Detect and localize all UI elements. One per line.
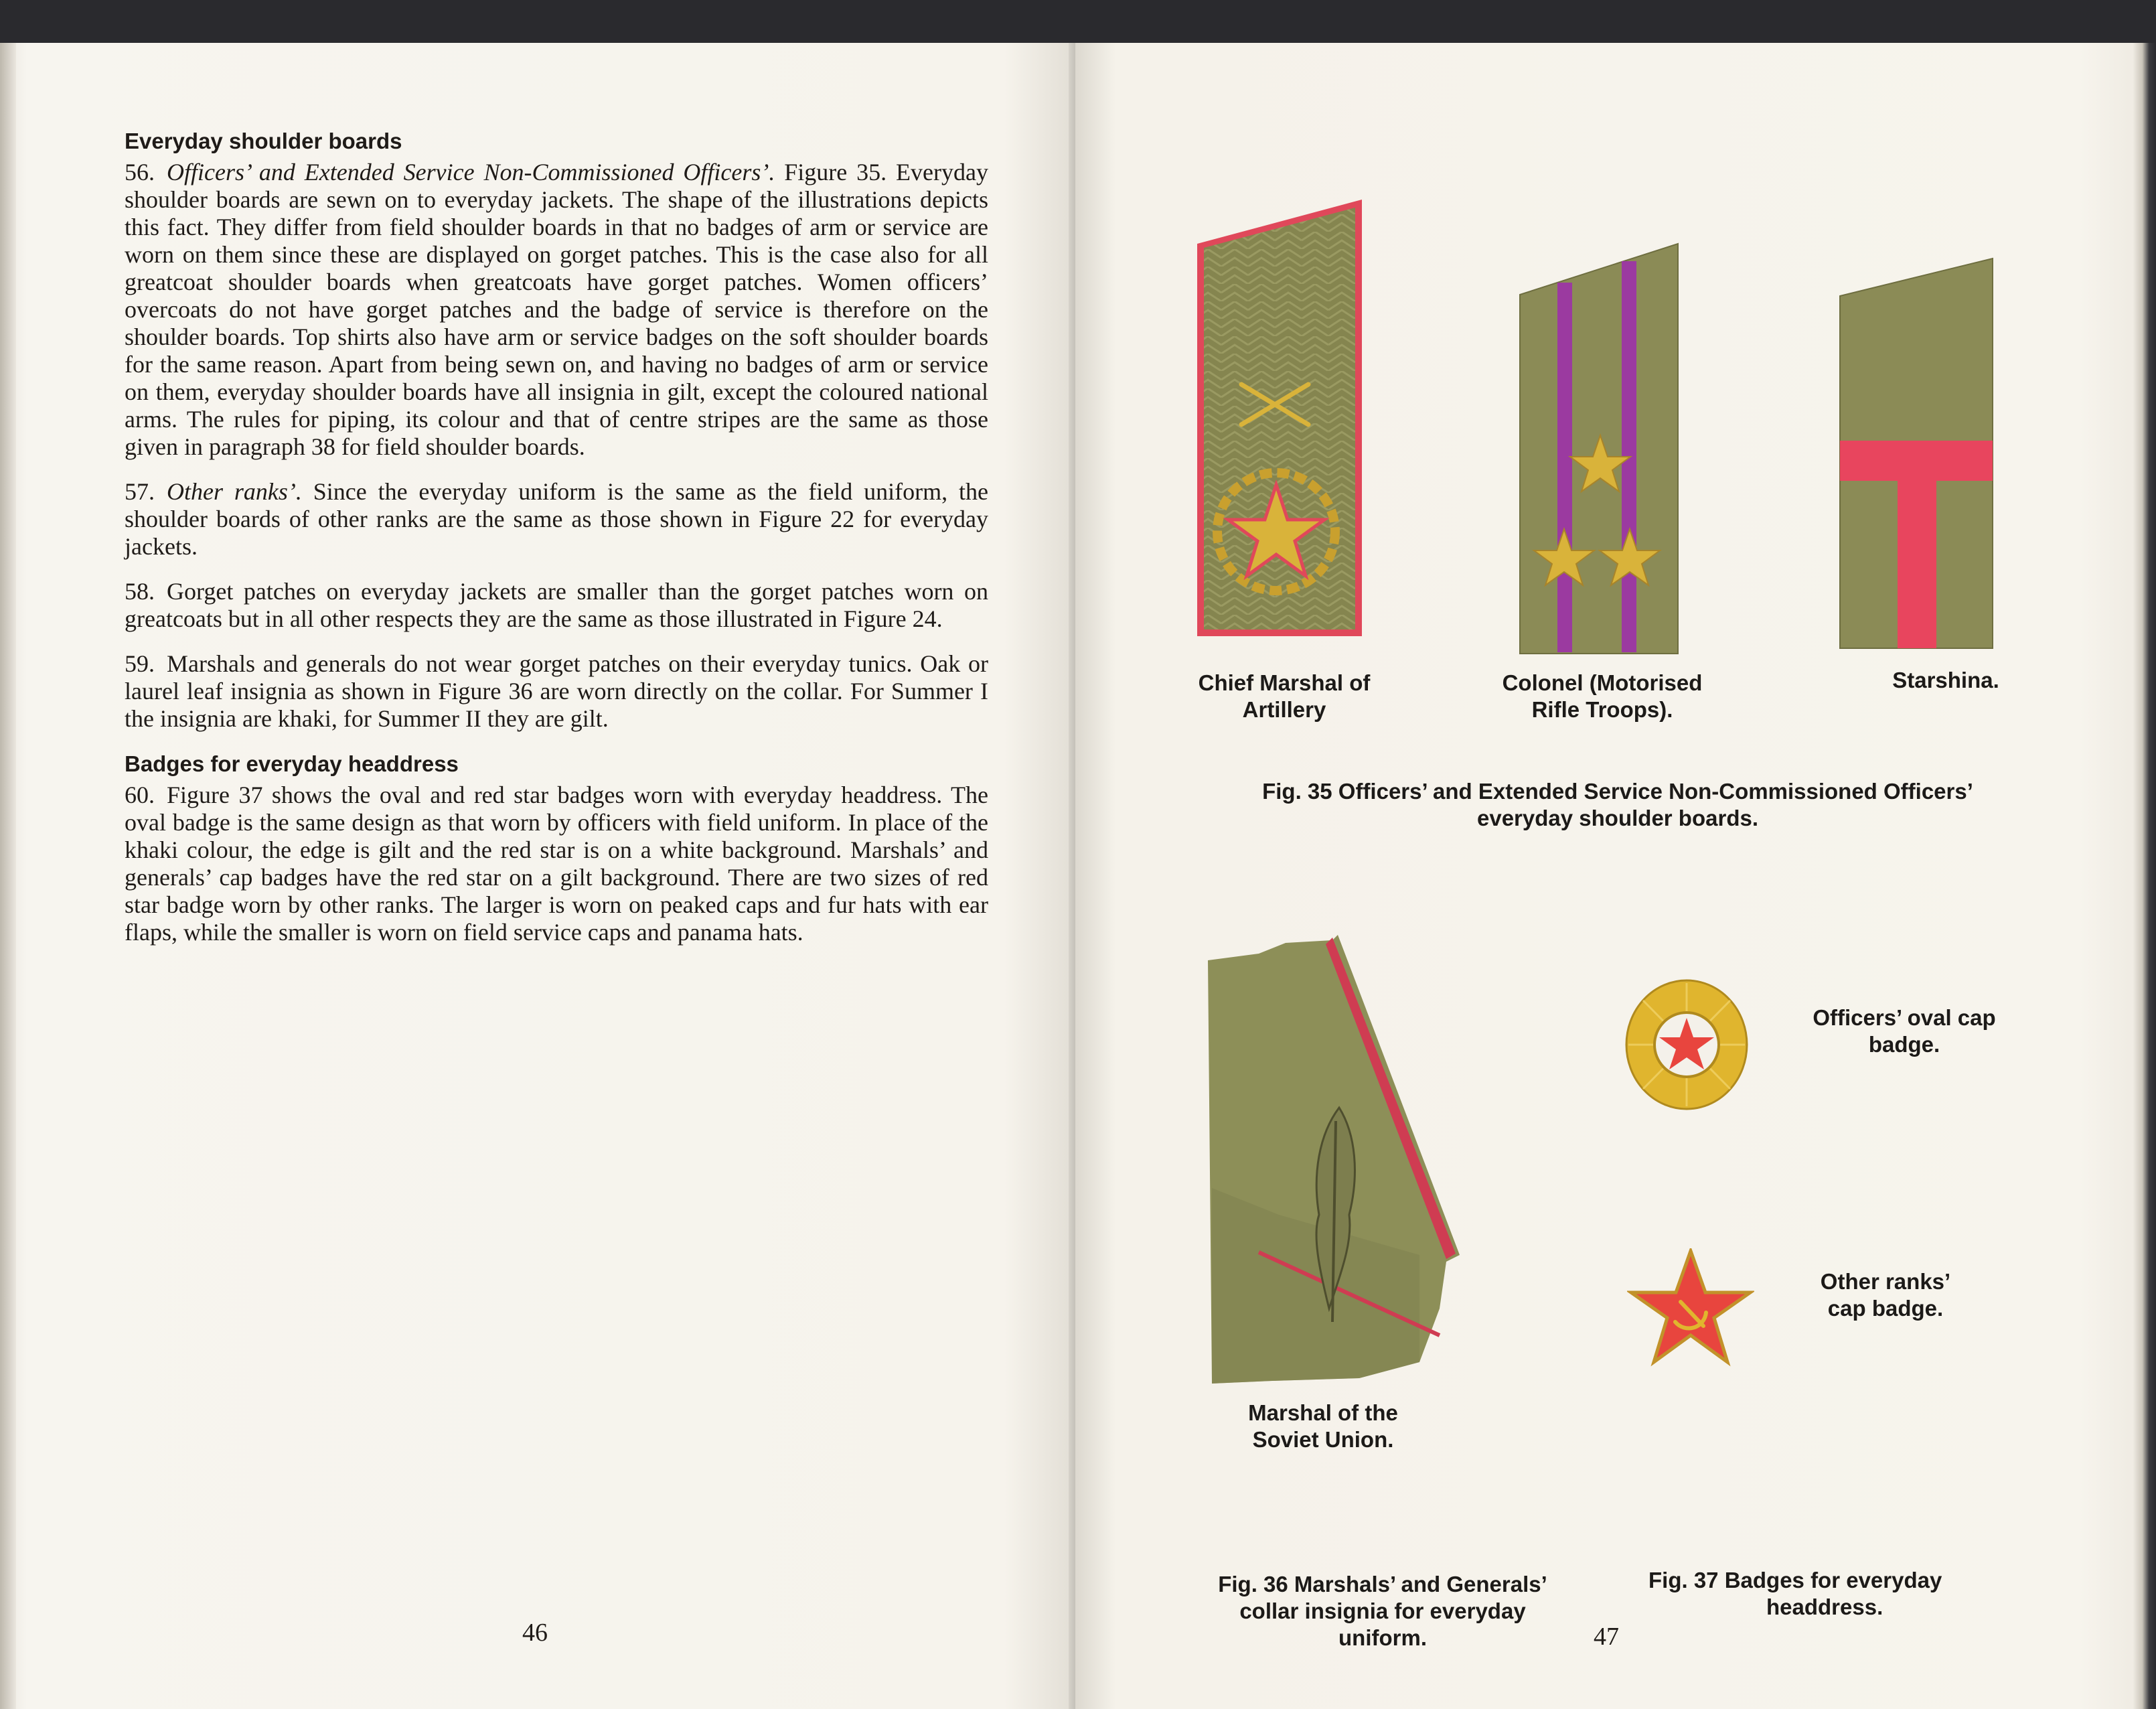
board2-caption (1458, 670, 1746, 723)
paragraph-59-text: Marshals and generals do not wear gorget patches on their everyday tunics. Oak or laurel leaf insignia as shown in Figure 36 are worn directly on the collar. For Summer I the insignia are khaki, for Summer II they are gilt. (125, 650, 988, 732)
caption-line: Artillery (1242, 697, 1326, 722)
caption-line: headdress. (1766, 1594, 1883, 1619)
caption-line: uniform. (1338, 1625, 1427, 1650)
paragraph-56-text: Figure 35. Everyday shoulder boards are sewn on to everyday jackets. The shape of the illustrations depicts this fact. They differ from field shoulder boards in that no badges of arm or service are worn on them since these are displayed on gorget patches. This is the case also for all greatcoat shoulder boards when greatcoats have gorget patches. Women officers’ overcoats do not have gorget patches and the badge of service is therefore on the shoulder boards. Top shirts also have arm or service badges on the soft shoulder boards for the same reason. Apart from being sewn on, and having no badges of arm or service on them, everyday shoulder boards have all insignia in gilt, except the coloured national arms. The rules for piping, its colour and that of centre stripes are the same as those given in paragraph 38 for field shoulder boards. (125, 159, 988, 460)
other-ranks-star-badge (1627, 1248, 1754, 1369)
star-badge-caption (1772, 1268, 1999, 1322)
board3-caption: Starshina. (1892, 668, 1999, 692)
board1-caption (1164, 670, 1405, 723)
paragraph-57-title: Other ranks’. (167, 478, 302, 505)
collar-insignia-marshal (1199, 934, 1480, 1389)
paragraph-number: 56. (125, 159, 155, 185)
collar-caption (1209, 1400, 1437, 1453)
figure-37-caption (1648, 1567, 2023, 1621)
paragraph-number: 58. (125, 578, 155, 605)
caption-line: Fig. 37 Badges for everyday (1648, 1568, 1942, 1592)
figure-36-caption (1178, 1571, 1587, 1651)
page-number-left: 46 (522, 1619, 548, 1647)
paragraph-number: 57. (125, 478, 155, 505)
page-number-right: 47 (1594, 1623, 1619, 1651)
figure-35-caption (1169, 778, 2066, 832)
paragraph-57 (125, 478, 988, 561)
left-text-column (125, 127, 988, 964)
paragraph-57-text: Since the everyday uniform is the same as the field uniform, the shoulder boards of other ranks are the same as those shown in Figure 22 for everyday jackets. (125, 478, 988, 560)
heading-everyday-shoulder-boards: Everyday shoulder boards (125, 129, 402, 153)
shoulder-board-starshina (1837, 256, 1998, 651)
paragraph-60 (125, 782, 988, 946)
caption-line: Marshal of the (1248, 1400, 1398, 1425)
paragraph-58 (125, 578, 988, 633)
paragraph-number: 60. (125, 782, 155, 808)
caption-line: Other ranks’ (1820, 1269, 1951, 1294)
right-page (1075, 43, 2156, 1709)
heading-badges-everyday-headdress: Badges for everyday headdress (125, 751, 459, 776)
shoulder-board-colonel-motorised-rifle (1517, 241, 1685, 656)
caption-line: Fig. 35 Officers’ and Extended Service Non-Commissioned Officers’ (1262, 779, 1973, 804)
caption-line: collar insignia for everyday (1239, 1599, 1526, 1623)
caption-line: Fig. 36 Marshals’ and Generals’ (1218, 1572, 1547, 1596)
paragraph-56 (125, 159, 988, 461)
paragraph-58-text: Gorget patches on everyday jackets are smaller than the gorget patches worn on greatcoats but in all other respects they are the same as those illustrated in Figure 24. (125, 578, 988, 632)
caption-line: cap badge. (1827, 1296, 1944, 1321)
paragraph-60-text: Figure 37 shows the oval and red star badges worn with everyday headdress. The oval badge is the same design as that worn by officers with field uniform. In place of the khaki colour, the edge is gilt and the red star is on a white background. Marshals’ and generals’ cap badges have the red star on a gilt background. There are two sizes of red star badge worn by other ranks. The larger is worn on peaked caps and fur hats with ear flaps, while the smaller is worn on field service caps and panama hats. (125, 782, 988, 946)
book-spread (0, 43, 2156, 1709)
caption-line: Chief Marshal of (1198, 670, 1371, 695)
page-edge-right (2133, 43, 2156, 1709)
caption-line: Colonel (Motorised (1502, 670, 1703, 695)
oval-cap-badge (1623, 978, 1750, 1112)
paragraph-56-title: Officers’ and Extended Service Non-Commissioned Officers’. (167, 159, 775, 185)
shoulder-board-chief-marshal-artillery (1195, 197, 1375, 639)
caption-line: badge. (1868, 1032, 1940, 1057)
caption-line: everyday shoulder boards. (1477, 806, 1758, 830)
caption-line: Officers’ oval cap (1813, 1005, 1996, 1030)
caption-line: Soviet Union. (1252, 1427, 1394, 1452)
left-page (0, 43, 1075, 1709)
oval-badge-caption (1757, 1005, 2052, 1058)
paragraph-59 (125, 650, 988, 733)
caption-line: Rifle Troops). (1531, 697, 1673, 722)
paragraph-number: 59. (125, 650, 155, 677)
page-edge-left (0, 43, 16, 1709)
